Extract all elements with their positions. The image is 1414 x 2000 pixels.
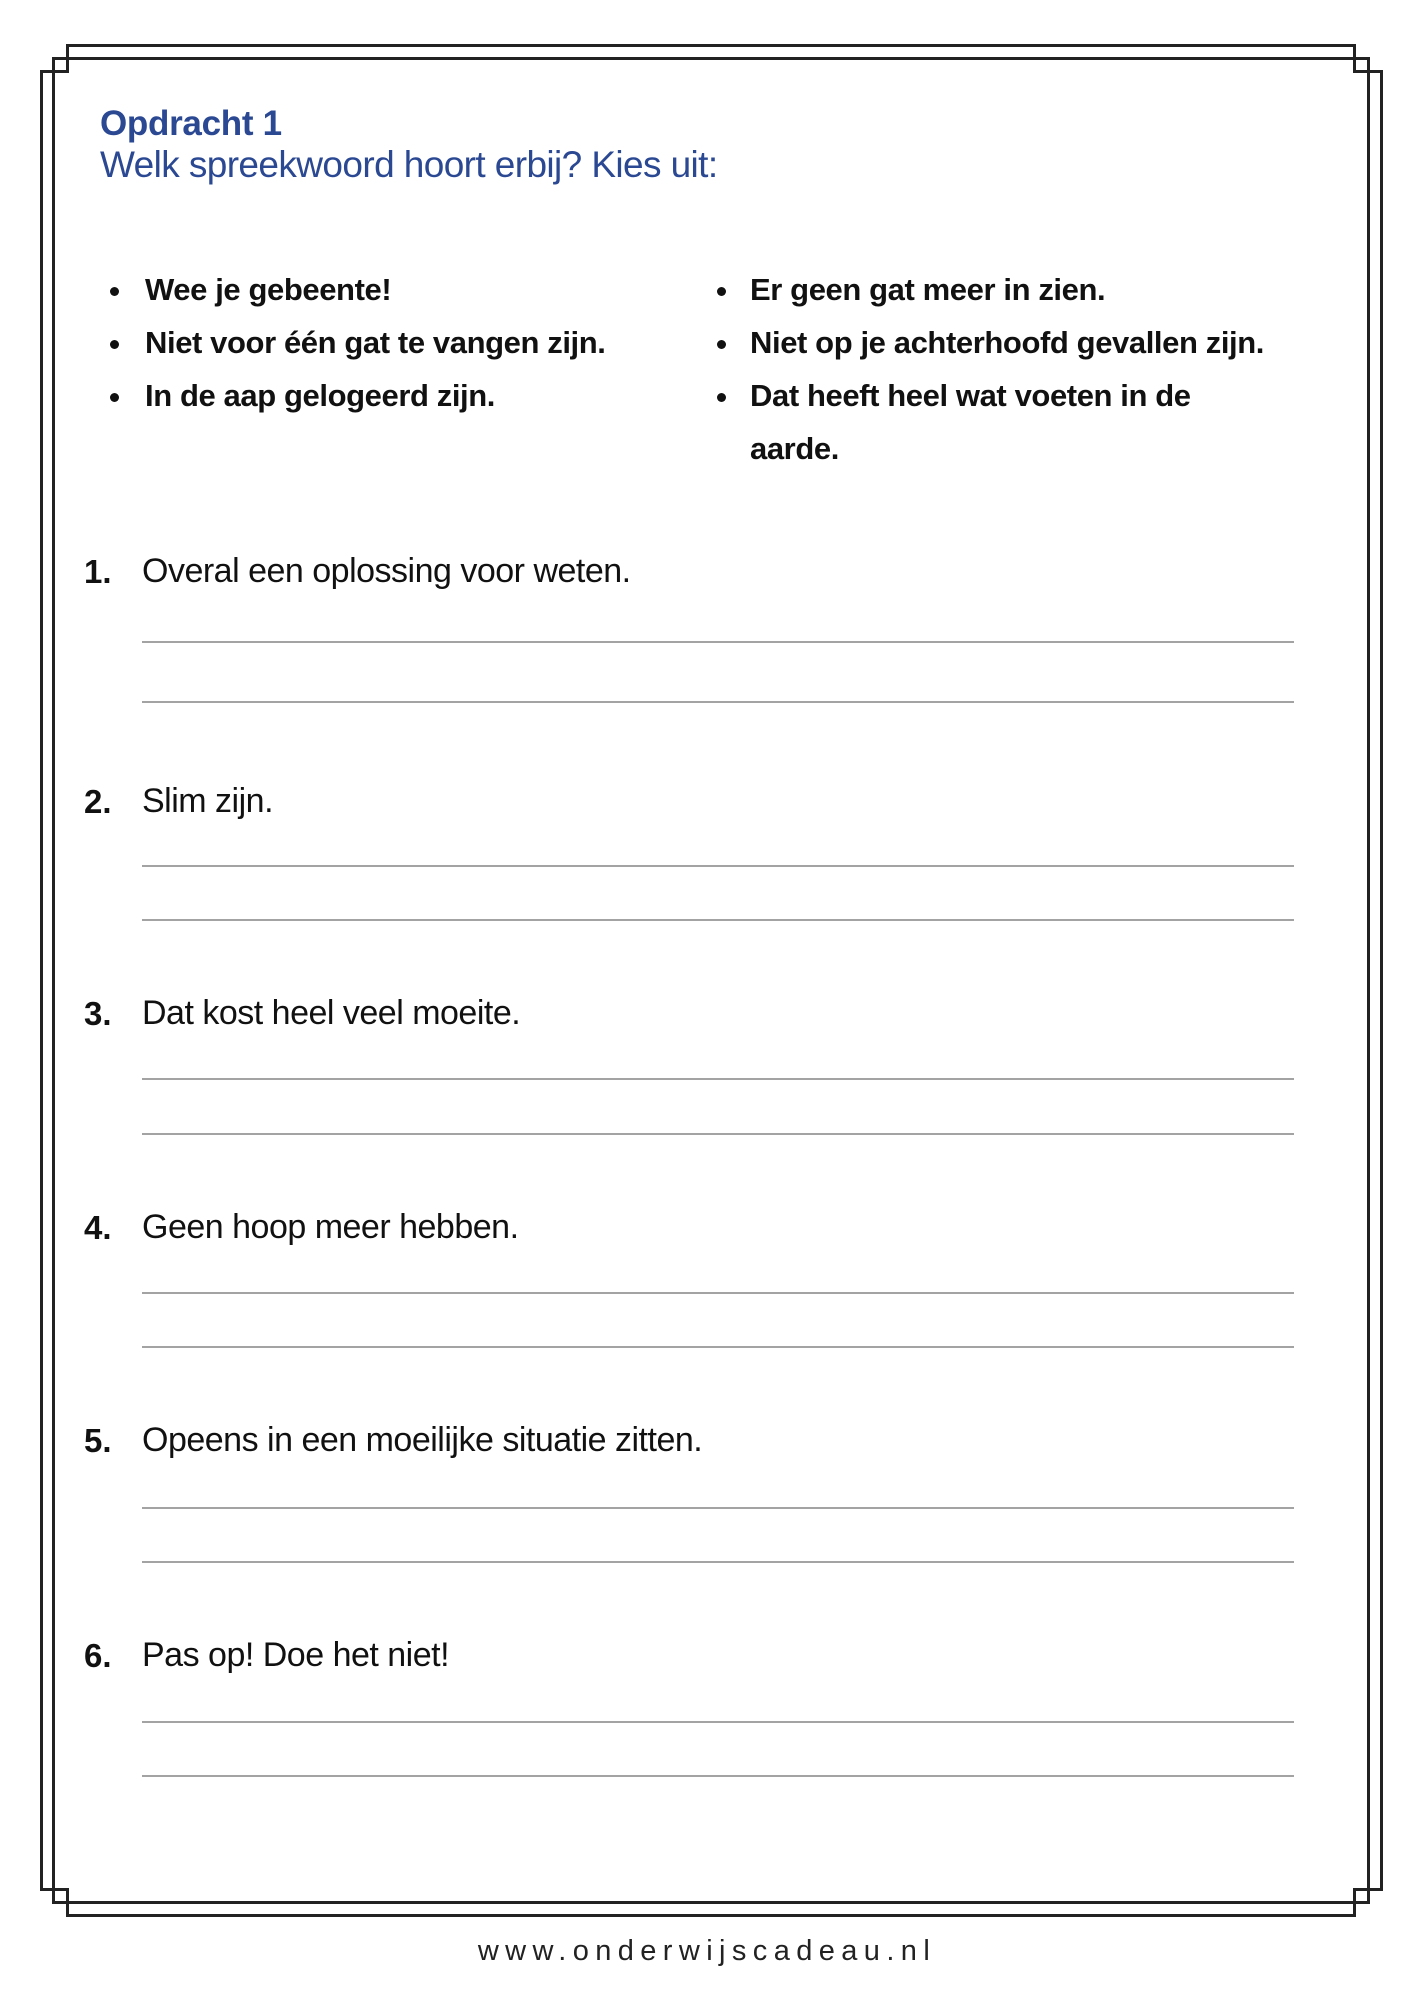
option-item xyxy=(750,380,1264,433)
option-text: Niet voor één gat te vangen zijn. xyxy=(145,325,606,360)
option-text: In de aap gelogeerd zijn. xyxy=(145,378,496,413)
option-item-continuation xyxy=(750,433,1264,486)
question-text: Slim zijn. xyxy=(142,782,274,820)
bullet-icon xyxy=(717,340,726,349)
option-text: Wee je gebeente! xyxy=(145,272,392,307)
answer-line[interactable] xyxy=(142,1078,1294,1080)
question-number: 5. xyxy=(84,1422,112,1459)
answer-line[interactable] xyxy=(142,865,1294,867)
options-list-right xyxy=(750,274,1264,486)
question-text: Overal een oplossing voor weten. xyxy=(142,552,631,590)
question-number: 2. xyxy=(84,783,112,820)
option-item xyxy=(750,327,1264,380)
answer-line[interactable] xyxy=(142,1775,1294,1777)
question-number: 6. xyxy=(84,1637,112,1674)
answer-line[interactable] xyxy=(142,1346,1294,1348)
question-number: 4. xyxy=(84,1209,112,1246)
bullet-icon xyxy=(717,287,726,296)
option-item xyxy=(145,274,606,327)
option-text: Niet op je achterhoofd gevallen zijn. xyxy=(750,325,1265,360)
answer-line[interactable] xyxy=(142,641,1294,643)
question-number: 3. xyxy=(84,995,112,1032)
option-text: Dat heeft heel wat voeten in de xyxy=(750,378,1191,413)
answer-line[interactable] xyxy=(142,1561,1294,1563)
question-text: Dat kost heel veel moeite. xyxy=(142,994,521,1032)
question-text: Opeens in een moeilijke situatie zitten. xyxy=(142,1421,703,1459)
answer-line[interactable] xyxy=(142,1721,1294,1723)
question-number: 1. xyxy=(84,553,112,590)
bullet-icon xyxy=(110,340,119,349)
option-item xyxy=(750,274,1264,327)
option-text: Er geen gat meer in zien. xyxy=(750,272,1106,307)
question-text: Pas op! Doe het niet! xyxy=(142,1636,450,1674)
option-item xyxy=(145,380,606,433)
options-list-left xyxy=(145,274,606,433)
exercise-instruction: Welk spreekwoord hoort erbij? Kies uit: xyxy=(100,144,718,185)
bullet-icon xyxy=(110,287,119,296)
bullet-icon xyxy=(717,393,726,402)
exercise-title: Opdracht 1 xyxy=(100,104,282,143)
option-item xyxy=(145,327,606,380)
footer-website: www.onderwijscadeau.nl xyxy=(477,1935,937,1967)
answer-line[interactable] xyxy=(142,1292,1294,1294)
answer-line[interactable] xyxy=(142,919,1294,921)
answer-line[interactable] xyxy=(142,1133,1294,1135)
answer-line[interactable] xyxy=(142,701,1294,703)
option-text: aarde. xyxy=(750,431,839,466)
bullet-icon xyxy=(110,393,119,402)
answer-line[interactable] xyxy=(142,1507,1294,1509)
question-text: Geen hoop meer hebben. xyxy=(142,1208,519,1246)
